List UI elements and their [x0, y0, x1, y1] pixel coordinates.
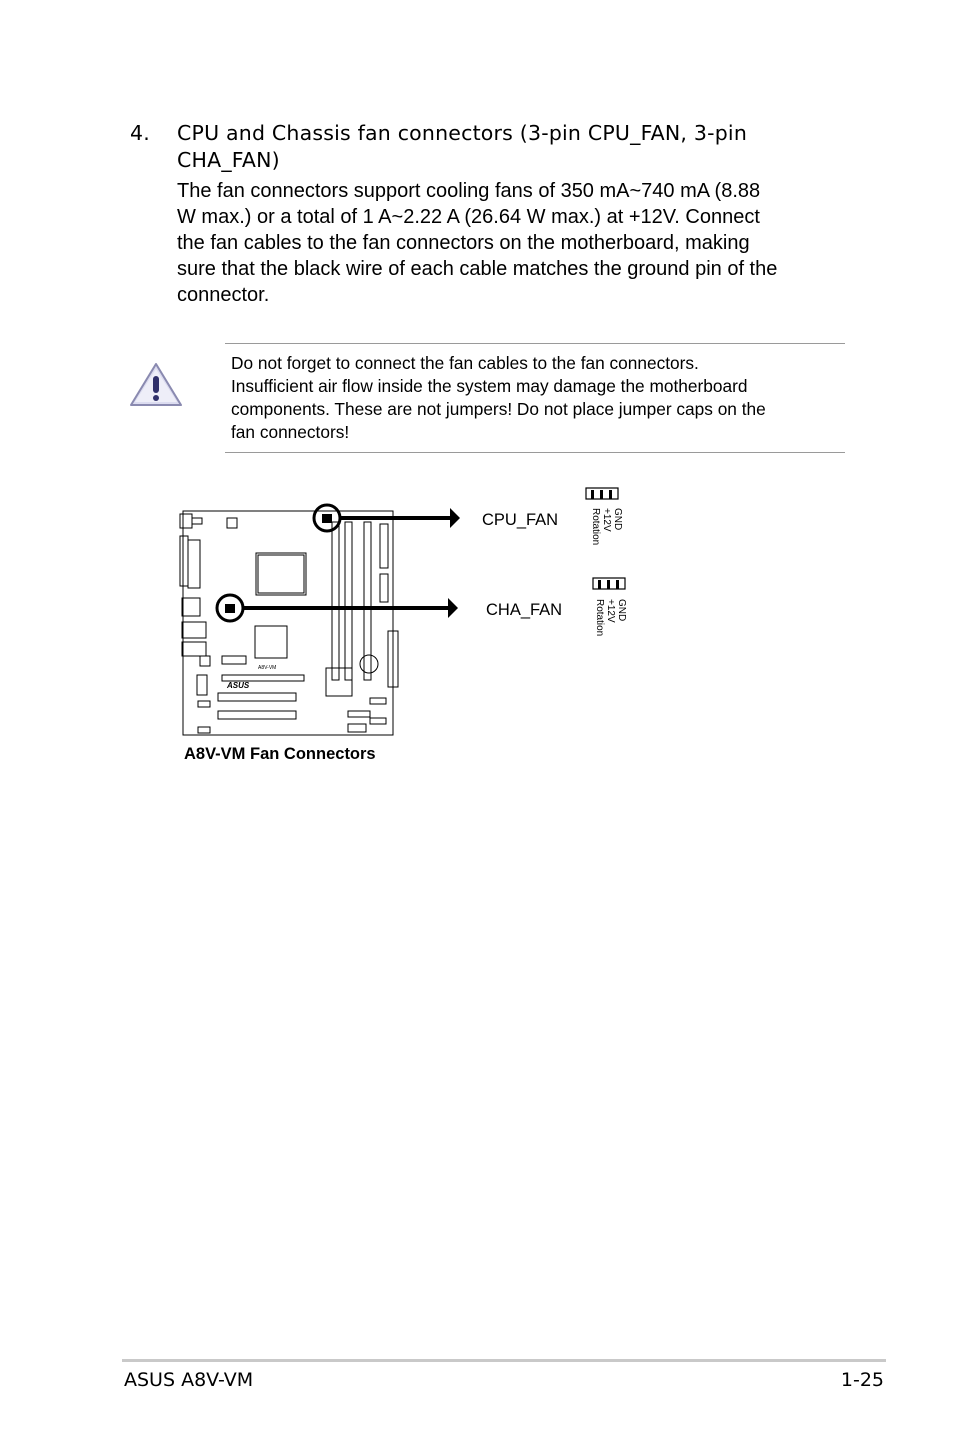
pin-label: GND [612, 508, 623, 531]
pin [598, 580, 601, 589]
footer-manual-title: ASUS A8V-VM [124, 1369, 254, 1391]
caution-bottom-rule [225, 452, 845, 453]
cpu-socket [256, 553, 306, 595]
caution-line: Do not forget to connect the fan cables to the fan connectors. [231, 353, 699, 373]
pin [616, 580, 619, 589]
section-title [177, 120, 837, 174]
asus-logo: ASUS [227, 681, 250, 690]
section-title-line: CHA_FAN) [177, 148, 280, 172]
header [198, 727, 210, 733]
caution-top-rule [225, 343, 845, 344]
io-ps2-tab [192, 518, 202, 524]
cpu-fan-connector [322, 514, 332, 523]
floppy-connector [380, 574, 388, 602]
header [222, 656, 246, 664]
pin [591, 490, 594, 499]
cha-fan-connector [225, 604, 235, 613]
cpu-socket-inner [258, 555, 304, 593]
dimm-slot [345, 522, 352, 680]
pin [607, 580, 610, 589]
battery [360, 655, 378, 673]
footer-rule [122, 1359, 886, 1362]
pin-label: Rotation [594, 599, 605, 637]
body-line: sure that the black wire of each cable matches the ground pin of the [177, 258, 778, 280]
header [197, 675, 207, 695]
pin-label: +12V [601, 508, 612, 532]
body-line: W max.) or a total of 1 A~2.22 A (26.64 W max.) at +12V. Connect [177, 206, 760, 228]
footer-page-number: 1-25 [840, 1369, 884, 1391]
cpu-fan-label: CPU_FAN [482, 511, 559, 529]
cha-fan-label: CHA_FAN [486, 601, 563, 619]
pin-label: +12V [605, 599, 616, 623]
section-body [177, 178, 837, 308]
cpu-fan-pinout [590, 508, 623, 545]
pci-slot [218, 711, 296, 719]
io-audio-2 [182, 642, 206, 656]
io-vga [188, 540, 200, 588]
header [370, 718, 386, 724]
header [348, 724, 366, 732]
cha-fan-pinout [594, 599, 627, 636]
caution-line: Insufficient air flow inside the system may damage the motherboard [231, 376, 748, 396]
caution-text [231, 352, 841, 444]
diagram-caption: A8V-VM Fan Connectors [184, 745, 376, 763]
pci-slot [218, 693, 296, 701]
body-line: connector. [177, 284, 270, 306]
body-line: The fan connectors support cooling fans of 350 mA~740 mA (8.88 [177, 180, 761, 202]
io-ps2 [180, 514, 192, 528]
motherboard-diagram [170, 478, 640, 743]
warning-triangle-icon [128, 360, 184, 408]
pin [609, 490, 612, 499]
io-header [227, 518, 237, 528]
board-model-silk: A8V-VM [258, 665, 277, 671]
header [370, 698, 386, 704]
pin-label: GND [616, 599, 627, 622]
atx-power [380, 524, 388, 568]
header [348, 711, 370, 717]
pin [600, 490, 603, 499]
io-audio [182, 622, 206, 638]
caution-line: fan connectors! [231, 422, 350, 442]
body-line: the fan cables to the fan connectors on the motherboard, making [177, 232, 750, 254]
header [200, 656, 210, 666]
header [198, 701, 210, 707]
northbridge [255, 626, 287, 658]
section-title-line: CPU and Chassis fan connectors (3-pin CPU_FAN, 3-pin [177, 121, 748, 145]
pin-label: Rotation [590, 508, 601, 546]
io-usb-lan [182, 598, 200, 616]
cpu-fan-arrow [450, 508, 460, 528]
dimm-slot [332, 522, 339, 680]
caution-line: components. These are not jumpers! Do not place jumper caps on the [231, 399, 766, 419]
cha-fan-arrow [448, 598, 458, 618]
section-number: 4. [130, 121, 150, 145]
io-serial [180, 536, 188, 586]
